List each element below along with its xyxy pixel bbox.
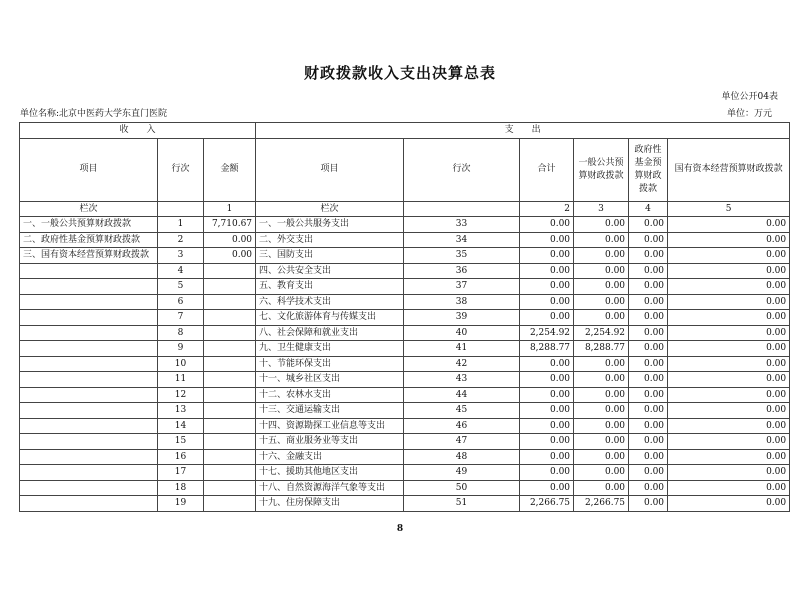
income-item-cell: [20, 403, 158, 419]
income-item-cell: [20, 294, 158, 310]
income-item-cell: 三、国有资本经营预算财政拨款: [20, 248, 158, 264]
total-cell: 0.00: [520, 263, 574, 279]
fund-budget-cell: 0.00: [629, 325, 668, 341]
expense-line-cell: 33: [404, 217, 520, 233]
fund-budget-cell: 0.00: [629, 279, 668, 295]
general-budget-cell: 8,288.77: [574, 341, 629, 357]
total-cell: 8,288.77: [520, 341, 574, 357]
income-item-cell: [20, 496, 158, 512]
column-index-2: 2: [520, 201, 574, 217]
income-line-cell: 3: [158, 248, 204, 264]
expense-item-cell: 八、社会保障和就业支出: [256, 325, 404, 341]
income-item-cell: [20, 279, 158, 295]
expense-item-cell: 九、卫生健康支出: [256, 341, 404, 357]
expense-item-cell: 十六、金融支出: [256, 449, 404, 465]
general-budget-cell: 0.00: [574, 480, 629, 496]
table-row: [20, 465, 790, 481]
table-row: [20, 325, 790, 341]
expense-line-cell: 45: [404, 403, 520, 419]
income-amount-cell: 0.00: [204, 232, 256, 248]
general-budget-cell: 0.00: [574, 387, 629, 403]
income-amount-cell: [204, 434, 256, 450]
table-row: [20, 496, 790, 512]
table-row: [20, 403, 790, 419]
total-cell: 0.00: [520, 294, 574, 310]
expense-line-cell: 50: [404, 480, 520, 496]
table-row: [20, 232, 790, 248]
expense-line-cell: 37: [404, 279, 520, 295]
expense-item-cell: 六、科学技术支出: [256, 294, 404, 310]
income-item-cell: [20, 356, 158, 372]
table-row: [20, 387, 790, 403]
expense-line-cell: 47: [404, 434, 520, 450]
expense-item-cell: 七、文化旅游体育与传媒支出: [256, 310, 404, 326]
income-item-cell: [20, 418, 158, 434]
expense-line-cell: 36: [404, 263, 520, 279]
income-item-cell: [20, 372, 158, 388]
general-budget-cell: 0.00: [574, 356, 629, 372]
general-budget-cell: 0.00: [574, 310, 629, 326]
general-budget-header: 一般公共预算财政拨款: [574, 138, 629, 201]
total-cell: 0.00: [520, 232, 574, 248]
expense-line-cell: 48: [404, 449, 520, 465]
fund-budget-cell: 0.00: [629, 465, 668, 481]
income-item-cell: 一、一般公共预算财政拨款: [20, 217, 158, 233]
fund-budget-cell: 0.00: [629, 480, 668, 496]
state-capital-cell: 0.00: [668, 465, 790, 481]
income-item-cell: [20, 387, 158, 403]
total-cell: 0.00: [520, 434, 574, 450]
column-index-5: 5: [668, 201, 790, 217]
expense-line-cell: 51: [404, 496, 520, 512]
income-line-cell: 18: [158, 480, 204, 496]
column-index-label: 栏次: [20, 201, 158, 217]
expense-section-header: 支 出: [256, 123, 790, 139]
state-capital-cell: 0.00: [668, 449, 790, 465]
state-capital-cell: 0.00: [668, 356, 790, 372]
income-item-cell: [20, 449, 158, 465]
income-line-cell: 9: [158, 341, 204, 357]
total-header: 合计: [520, 138, 574, 201]
column-index-3: 3: [574, 201, 629, 217]
form-code: 单位公开04表: [721, 92, 778, 102]
income-amount-cell: [204, 310, 256, 326]
income-item-cell: [20, 263, 158, 279]
expense-line-cell: 39: [404, 310, 520, 326]
general-budget-cell: 0.00: [574, 248, 629, 264]
income-line-cell: 7: [158, 310, 204, 326]
income-amount-cell: 0.00: [204, 248, 256, 264]
state-capital-cell: 0.00: [668, 279, 790, 295]
column-index-blank: [404, 201, 520, 217]
income-amount-cell: [204, 480, 256, 496]
fund-budget-cell: 0.00: [629, 232, 668, 248]
report-title: 财政拨款收入支出决算总表: [303, 64, 496, 82]
state-capital-cell: 0.00: [668, 232, 790, 248]
fund-budget-cell: 0.00: [629, 403, 668, 419]
income-item-cell: 二、政府性基金预算财政拨款: [20, 232, 158, 248]
currency-unit: 单位：万元: [726, 109, 772, 119]
total-cell: 0.00: [520, 480, 574, 496]
expense-item-cell: 五、教育支出: [256, 279, 404, 295]
expense-item-cell: 十七、援助其他地区支出: [256, 465, 404, 481]
general-budget-cell: 0.00: [574, 294, 629, 310]
income-line-cell: 2: [158, 232, 204, 248]
general-budget-cell: 0.00: [574, 372, 629, 388]
expense-line-cell: 40: [404, 325, 520, 341]
income-item-cell: [20, 341, 158, 357]
income-line-cell: 4: [158, 263, 204, 279]
income-line-cell: 1: [158, 217, 204, 233]
income-line-cell: 6: [158, 294, 204, 310]
income-amount-cell: [204, 372, 256, 388]
column-header-row: [20, 138, 790, 201]
total-cell: 0.00: [520, 387, 574, 403]
expense-item-cell: 十八、自然资源海洋气象等支出: [256, 480, 404, 496]
general-budget-cell: 0.00: [574, 418, 629, 434]
total-cell: 0.00: [520, 248, 574, 264]
income-line-cell: 19: [158, 496, 204, 512]
income-amount-header: 金额: [204, 138, 256, 201]
income-line-cell: 5: [158, 279, 204, 295]
general-budget-cell: 2,254.92: [574, 325, 629, 341]
expense-line-cell: 41: [404, 341, 520, 357]
state-capital-cell: 0.00: [668, 217, 790, 233]
expense-line-header: 行次: [404, 138, 520, 201]
income-line-cell: 13: [158, 403, 204, 419]
income-line-cell: 11: [158, 372, 204, 388]
state-capital-header: 国有资本经营预算财政拨款: [668, 138, 790, 201]
income-line-cell: 14: [158, 418, 204, 434]
income-line-header: 行次: [158, 138, 204, 201]
fund-budget-cell: 0.00: [629, 248, 668, 264]
expense-line-cell: 43: [404, 372, 520, 388]
general-budget-cell: 0.00: [574, 217, 629, 233]
total-cell: 0.00: [520, 279, 574, 295]
income-item-cell: [20, 434, 158, 450]
table-row: [20, 372, 790, 388]
fund-budget-cell: 0.00: [629, 496, 668, 512]
state-capital-cell: 0.00: [668, 387, 790, 403]
income-amount-cell: [204, 418, 256, 434]
general-budget-cell: 0.00: [574, 263, 629, 279]
expense-line-cell: 42: [404, 356, 520, 372]
income-item-cell: [20, 310, 158, 326]
fund-budget-cell: 0.00: [629, 449, 668, 465]
expense-item-cell: 四、公共安全支出: [256, 263, 404, 279]
expense-item-cell: 十九、住房保障支出: [256, 496, 404, 512]
income-amount-cell: [204, 294, 256, 310]
total-cell: 0.00: [520, 356, 574, 372]
table-row: [20, 356, 790, 372]
income-line-cell: 17: [158, 465, 204, 481]
expense-item-cell: 十二、农林水支出: [256, 387, 404, 403]
expense-line-cell: 35: [404, 248, 520, 264]
fund-budget-cell: 0.00: [629, 341, 668, 357]
column-index-4: 4: [629, 201, 668, 217]
fund-budget-header: 政府性基金预算财政拨款: [629, 138, 668, 201]
expense-line-cell: 38: [404, 294, 520, 310]
expense-line-cell: 34: [404, 232, 520, 248]
expense-line-cell: 44: [404, 387, 520, 403]
state-capital-cell: 0.00: [668, 341, 790, 357]
income-amount-cell: [204, 496, 256, 512]
income-line-cell: 8: [158, 325, 204, 341]
fund-budget-cell: 0.00: [629, 434, 668, 450]
state-capital-cell: 0.00: [668, 325, 790, 341]
expense-item-cell: 十一、城乡社区支出: [256, 372, 404, 388]
state-capital-cell: 0.00: [668, 263, 790, 279]
general-budget-cell: 2,266.75: [574, 496, 629, 512]
income-amount-cell: [204, 279, 256, 295]
total-cell: 0.00: [520, 403, 574, 419]
total-cell: 0.00: [520, 465, 574, 481]
state-capital-cell: 0.00: [668, 418, 790, 434]
income-amount-cell: [204, 263, 256, 279]
fund-budget-cell: 0.00: [629, 294, 668, 310]
income-item-cell: [20, 465, 158, 481]
table-row: [20, 480, 790, 496]
fund-budget-cell: 0.00: [629, 387, 668, 403]
general-budget-cell: 0.00: [574, 434, 629, 450]
table-row: [20, 418, 790, 434]
income-amount-cell: [204, 449, 256, 465]
income-item-header: 项目: [20, 138, 158, 201]
unit-name: 单位名称:北京中医药大学东直门医院: [20, 109, 168, 119]
state-capital-cell: 0.00: [668, 496, 790, 512]
fund-budget-cell: 0.00: [629, 263, 668, 279]
state-capital-cell: 0.00: [668, 310, 790, 326]
expense-item-cell: 十三、交通运输支出: [256, 403, 404, 419]
expense-line-cell: 49: [404, 465, 520, 481]
budget-summary-table: [19, 122, 790, 512]
table-row: [20, 294, 790, 310]
income-line-cell: 10: [158, 356, 204, 372]
fund-budget-cell: 0.00: [629, 418, 668, 434]
table-row: [20, 310, 790, 326]
income-item-cell: [20, 325, 158, 341]
total-cell: 0.00: [520, 418, 574, 434]
expense-line-cell: 46: [404, 418, 520, 434]
general-budget-cell: 0.00: [574, 449, 629, 465]
column-index-exp-label: 栏次: [256, 201, 404, 217]
general-budget-cell: 0.00: [574, 279, 629, 295]
income-line-cell: 12: [158, 387, 204, 403]
fund-budget-cell: 0.00: [629, 372, 668, 388]
total-cell: 0.00: [520, 449, 574, 465]
total-cell: 0.00: [520, 372, 574, 388]
expense-item-cell: 十、节能环保支出: [256, 356, 404, 372]
expense-item-cell: 十五、商业服务业等支出: [256, 434, 404, 450]
income-line-cell: 15: [158, 434, 204, 450]
table-row: [20, 248, 790, 264]
income-amount-cell: [204, 341, 256, 357]
page-number: 8: [396, 524, 404, 534]
table-row: [20, 263, 790, 279]
column-index-row: [20, 201, 790, 217]
state-capital-cell: 0.00: [668, 434, 790, 450]
column-index-blank: [158, 201, 204, 217]
state-capital-cell: 0.00: [668, 480, 790, 496]
income-amount-cell: [204, 356, 256, 372]
income-amount-cell: [204, 387, 256, 403]
general-budget-cell: 0.00: [574, 403, 629, 419]
income-amount-cell: [204, 465, 256, 481]
expense-item-cell: 三、国防支出: [256, 248, 404, 264]
expense-item-cell: 一、一般公共服务支出: [256, 217, 404, 233]
table-row: [20, 449, 790, 465]
fund-budget-cell: 0.00: [629, 356, 668, 372]
fund-budget-cell: 0.00: [629, 310, 668, 326]
general-budget-cell: 0.00: [574, 232, 629, 248]
table-row: [20, 279, 790, 295]
total-cell: 0.00: [520, 217, 574, 233]
section-header-row: [20, 123, 790, 139]
table-row: [20, 341, 790, 357]
income-amount-cell: 7,710.67: [204, 217, 256, 233]
general-budget-cell: 0.00: [574, 465, 629, 481]
income-amount-cell: [204, 403, 256, 419]
expense-item-cell: 十四、资源勘探工业信息等支出: [256, 418, 404, 434]
income-amount-cell: [204, 325, 256, 341]
total-cell: 0.00: [520, 310, 574, 326]
income-item-cell: [20, 480, 158, 496]
total-cell: 2,254.92: [520, 325, 574, 341]
income-section-header: 收 入: [20, 123, 256, 139]
state-capital-cell: 0.00: [668, 372, 790, 388]
expense-item-cell: 二、外交支出: [256, 232, 404, 248]
fund-budget-cell: 0.00: [629, 217, 668, 233]
state-capital-cell: 0.00: [668, 403, 790, 419]
column-index-1: 1: [204, 201, 256, 217]
state-capital-cell: 0.00: [668, 248, 790, 264]
table-row: [20, 434, 790, 450]
table-row: [20, 217, 790, 233]
income-line-cell: 16: [158, 449, 204, 465]
state-capital-cell: 0.00: [668, 294, 790, 310]
total-cell: 2,266.75: [520, 496, 574, 512]
expense-item-header: 项目: [256, 138, 404, 201]
